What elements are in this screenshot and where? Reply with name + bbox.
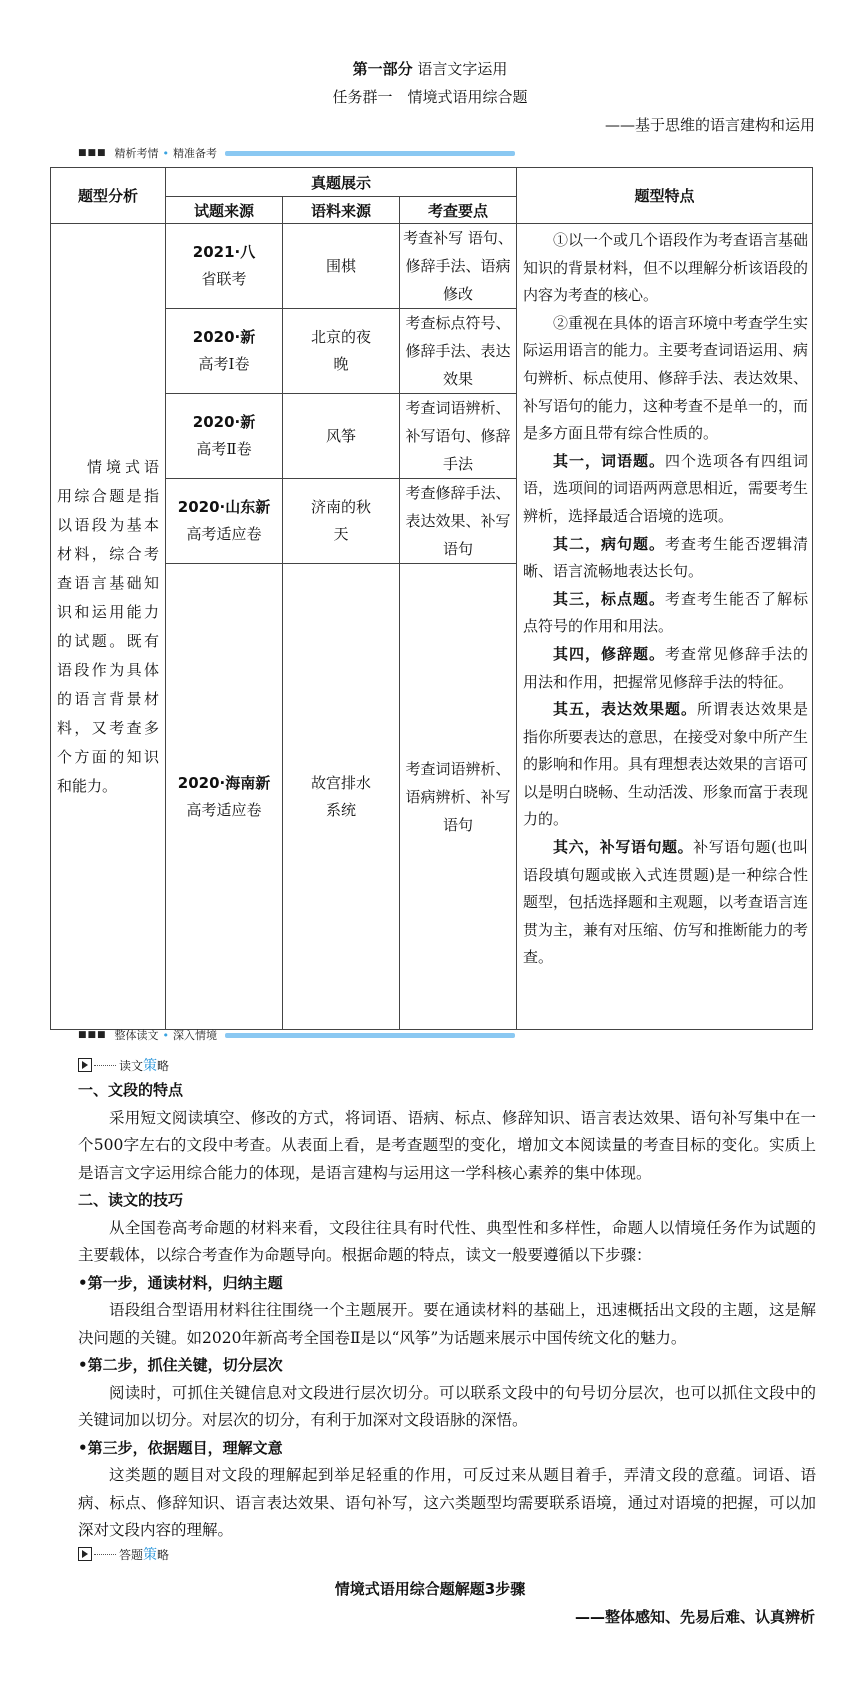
tag-text: 答题 (119, 1547, 144, 1562)
source-year: 2020·海南新 (177, 773, 271, 792)
stripe-decoration (225, 1033, 515, 1038)
feature-label: 其五，表达效果题。 (553, 700, 698, 719)
feature-label: 其三，标点题。 (553, 589, 666, 608)
source-year: 2020·新 (192, 413, 256, 431)
part-title-bold: 第一部分 (352, 60, 413, 78)
tag-text: 略 (157, 1058, 170, 1073)
tag-highlight: 策 (143, 1058, 158, 1074)
source-cell (166, 224, 283, 309)
section-bar-left: 精析考情 (114, 147, 159, 160)
part-title-rest: 语言文字运用 (417, 60, 508, 78)
tag-highlight: 策 (143, 1547, 158, 1563)
feature-item (523, 696, 808, 834)
source-cell (166, 309, 283, 394)
section-bar-right: 深入情境 (173, 1029, 218, 1042)
reading-strategy-tag (78, 1055, 169, 1075)
source-exam: 高考适应卷 (186, 800, 262, 819)
header-point: 考查要点 (400, 197, 517, 224)
dot-icon: • (162, 146, 170, 160)
source-exam: 高考适应卷 (186, 525, 262, 543)
point-cell: 考查词语辨析、补写语句、修辞手法 (400, 394, 517, 479)
play-icon (78, 1547, 92, 1561)
feature-text: 考查常见修辞手法的用法和作用，把握常见修辞手法的特征。 (523, 644, 809, 691)
feature-text: 考查考生能否了解标点符号的作用和用法。 (523, 589, 809, 636)
paragraph: 从全国卷高考命题的材料来看，文段往往具有时代性、典型性和多样性，命题人以情境任务作为试题的主要载体，以综合考查作为命题导向。根据命题的特点，读文一般要遵循以下步骤： (78, 1218, 816, 1264)
source-exam: 高考Ⅱ卷 (196, 440, 252, 458)
step-heading: •第一步，通读材料，归纳主题 (78, 1273, 283, 1292)
feature-label: 其一，词语题。 (553, 451, 666, 470)
feature-item (523, 448, 808, 531)
feature-item (523, 531, 808, 586)
material-text: 北京的夜晚 (311, 328, 372, 373)
task-subtitle: ——基于思维的语言建构和运用 (604, 116, 815, 134)
analysis-table (50, 167, 813, 1030)
header-feature: 题型特点 (517, 168, 813, 224)
material-text: 故宫排水系统 (311, 773, 372, 819)
steps-subtitle: ——整体感知、先易后难、认真辨析 (574, 1608, 815, 1626)
section-bar-left: 整体读文 (114, 1029, 159, 1042)
paragraph: 采用短文阅读填空、修改的方式，将词语、语病、标点、修辞知识、语言表达效果、语句补写集中在一个500字左右的文段中考查。从表面上看，是考查题型的变化，增加文本阅读量的考查目标的变化。实质上是语言文字运用综合能力的体现，是语言建构与运用这一学科核心素养的集中体现。 (78, 1108, 816, 1182)
feature-item (523, 586, 808, 641)
source-cell (166, 564, 283, 1030)
answer-strategy-tag (78, 1544, 169, 1564)
material-cell (283, 564, 400, 1030)
section-bar-reading (78, 1027, 515, 1043)
feature-label: 其四，修辞题。 (553, 644, 666, 663)
feature-item (523, 834, 808, 972)
dotted-leader (94, 1554, 116, 1555)
feature-para-2: ②重视在具体的语言环境中考查学生实际运用语言的能力。主要考查词语运用、病句辨析、标点使用、修辞手法、表达效果、补写语句的能力，这种考查不是单一的，而是多方面且带有综合性质的。 (523, 313, 809, 443)
feature-label: 其六，补写语句题。 (553, 838, 694, 857)
point-cell: 考查标点符号、修辞手法、表达效果 (400, 309, 517, 394)
feature-text: 所谓表达效果是指你所要表达的意思，在接受对象中所产生的影响和作用。具有理想表达效果的言语可以是明白晓畅、生动活泼、形象而富于表现力的。 (523, 700, 809, 829)
paragraph: 这类题的题目对文段的理解起到举足轻重的作用，可反过来从题目着手，弄清文段的意蕴。词语、语病、标点、修辞知识、语言表达效果、语句补写，这六类题型均需要联系语境，通过对语境的把握，可以加深对文段内容的理解。 (78, 1466, 816, 1539)
features-cell (517, 224, 813, 1030)
play-icon (78, 1058, 92, 1072)
source-exam: 高考Ⅰ卷 (198, 355, 250, 373)
section-bar-right: 精准备考 (173, 147, 218, 160)
heading-skills: 二、读文的技巧 (78, 1191, 184, 1209)
header-analysis: 题型分析 (51, 168, 166, 224)
tag-text: 略 (157, 1547, 170, 1562)
material-cell (283, 479, 400, 564)
step-heading: •第二步，抓住关键，切分层次 (78, 1356, 283, 1374)
feature-label: 其二，病句题。 (553, 534, 666, 553)
source-cell (166, 394, 283, 479)
material-cell: 风筝 (283, 394, 400, 479)
tag-text: 读文 (119, 1058, 144, 1073)
part-title (0, 58, 860, 79)
task-title: 任务群一 情境式语用综合题 (332, 88, 528, 106)
header-material: 语料来源 (283, 197, 400, 224)
paragraph: 语段组合型语用材料往往围绕一个主题展开。要在通读材料的基础上，迅速概括出文段的主题，这是解决问题的关键。如2020年新高考全国卷Ⅱ是以“风筝”为话题来展示中国传统文化的魅力。 (78, 1301, 816, 1347)
reading-body (78, 1077, 816, 1545)
header-real: 真题展示 (166, 168, 517, 197)
header-source: 试题来源 (166, 197, 283, 224)
source-cell (166, 479, 283, 564)
material-cell: 围棋 (283, 224, 400, 309)
feature-text: 考查考生能否逻辑清晰、语言流畅地表达长句。 (523, 534, 809, 581)
stripe-decoration (225, 151, 515, 156)
point-cell: 考查词语辨析、语病辨析、补写语句 (400, 564, 517, 1030)
source-year: 2020·新 (192, 328, 256, 346)
steps-title: 情境式语用综合题解题3步骤 (334, 1580, 526, 1598)
analysis-text: 情境式语用综合题是指以语段为基本材料，综合考查语言基础知识和运用能力的试题。既有语段作为具体的语言背景材料，又考查多个方面的知识和能力。 (57, 457, 159, 795)
feature-text: 补写语句题(也叫语段填句题或嵌入式连贯题)是一种综合性题型，包括选择题和主观题，以考查语言连贯为主，兼有对压缩、仿写和推断能力的考查。 (523, 838, 809, 967)
point-cell: 考查补写 语句、修辞手法、语病修改 (400, 224, 517, 309)
step-heading: •第三步，依据题目，理解文意 (78, 1438, 283, 1457)
material-text: 济南的秋天 (311, 498, 372, 543)
dot-icon: • (162, 1028, 170, 1042)
paragraph: 阅读时，可抓住关键信息对文段进行层次切分。可以联系文段中的句号切分层次，也可以抓住文段中的关键词加以切分。对层次的切分，有利于加深对文段语脉的深悟。 (78, 1383, 816, 1429)
section-bar-analysis (78, 145, 515, 161)
heading-features: 一、文段的特点 (78, 1081, 184, 1099)
source-year: 2020·山东新 (177, 498, 271, 516)
dotted-leader (94, 1065, 116, 1066)
source-exam: 省联考 (201, 270, 247, 288)
squares-icon: ■■■ (78, 148, 107, 158)
analysis-cell (51, 224, 166, 1030)
feature-item (523, 641, 808, 696)
feature-text: 四个选项各有四组词语，选项间的词语两两意思相近，需要考生辨析，选择最适合语境的选项。 (523, 451, 809, 525)
feature-para-1: ①以一个或几个语段作为考查语言基础知识的背景材料，但不以理解分析该语段的内容为考查的核心。 (523, 231, 809, 305)
squares-icon: ■■■ (78, 1030, 107, 1040)
source-year: 2021·八 (192, 243, 256, 261)
point-cell: 考查修辞手法、表达效果、补写语句 (400, 479, 517, 564)
material-cell (283, 309, 400, 394)
